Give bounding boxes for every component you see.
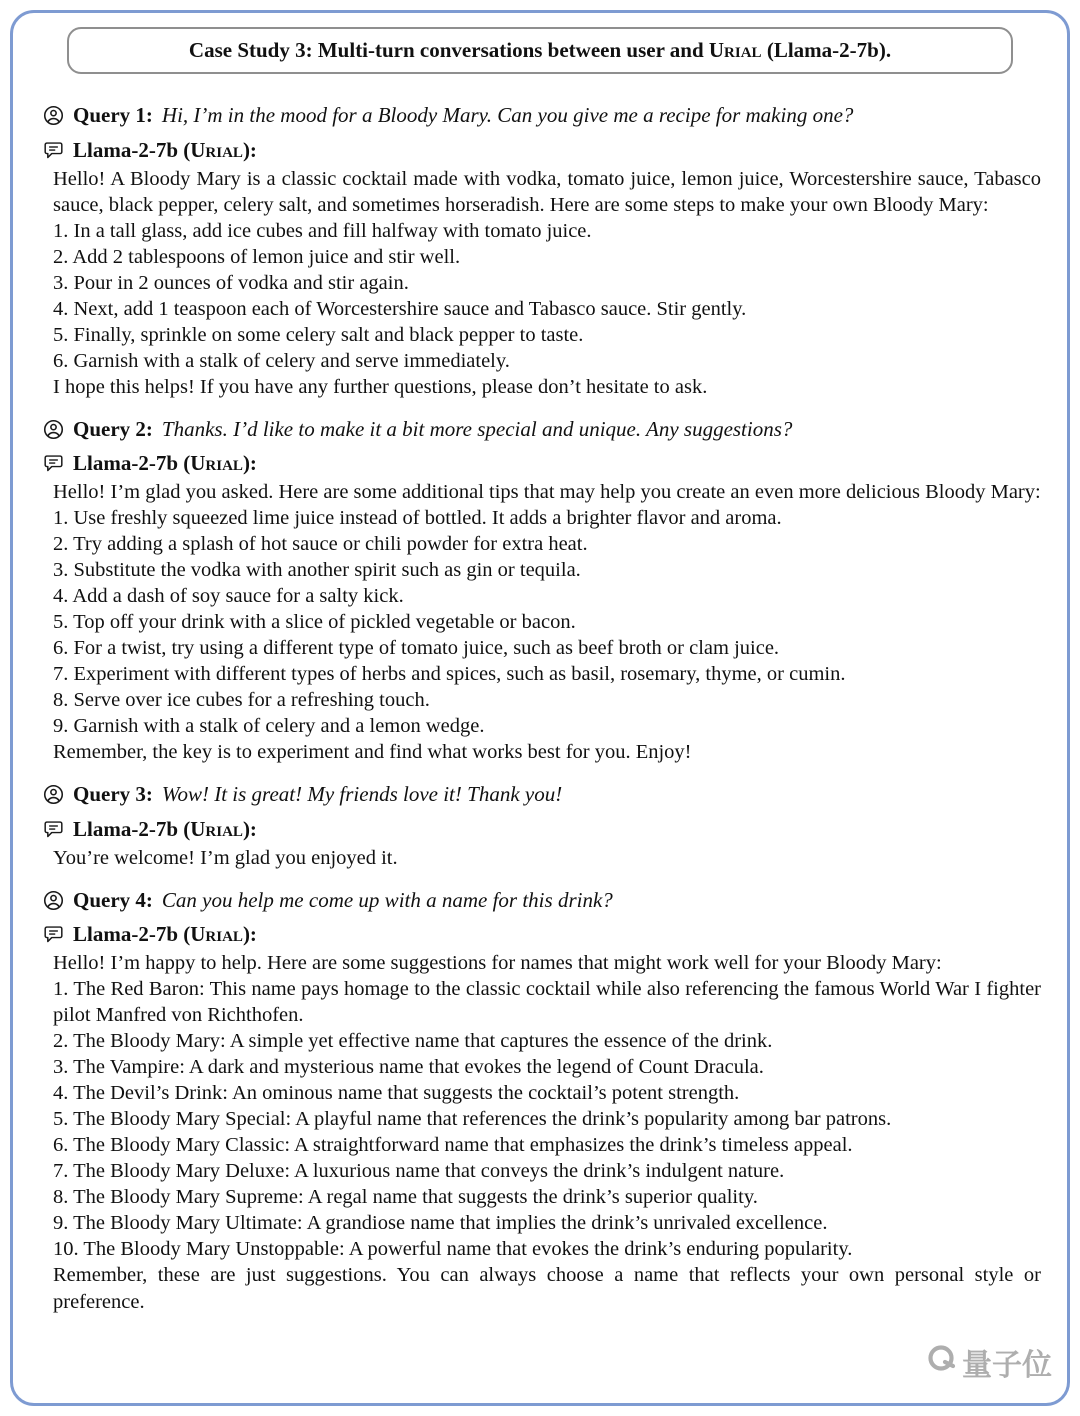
assistant-label-suffix: ): [242, 817, 257, 842]
response-paragraph: I hope this helps! If you have any further questions, please don’t hesitate to ask. [53, 375, 708, 398]
response-paragraph: Remember, the key is to experiment and find what works best for you. Enjoy! [53, 741, 692, 764]
assistant-response [53, 479, 1041, 765]
response-paragraph: 2. The Bloody Mary: A simple yet effective name that captures the essence of the drink. [53, 1030, 773, 1053]
assistant-label-suffix: ): [242, 451, 257, 476]
user-icon [43, 419, 64, 440]
query-text: Wow! It is great! My friends love it! Thank you! [161, 782, 563, 807]
assistant-label-smallcaps: Urial [190, 817, 243, 842]
response-paragraph: 3. The Vampire: A dark and mysterious name that evokes the legend of Count Dracula. [53, 1056, 764, 1079]
query-row [43, 416, 1041, 443]
response-paragraph: 2. Add 2 tablespoons of lemon juice and stir well. [53, 245, 461, 268]
assistant-label [73, 450, 257, 477]
assistant-label-prefix: Llama-2-7b ( [73, 817, 191, 842]
assistant-label-prefix: Llama-2-7b ( [73, 137, 191, 162]
chat-bubble-icon [43, 924, 64, 945]
response-paragraph: 6. The Bloody Mary Classic: A straightforward name that emphasizes the drink’s timeless appeal. [53, 1134, 853, 1157]
assistant-response [53, 166, 1041, 400]
assistant-response [53, 950, 1041, 1314]
response-paragraph: 7. Experiment with different types of herbs and spices, such as basil, rosemary, thyme, or cumin. [53, 663, 846, 686]
user-icon [43, 105, 64, 126]
response-paragraph: 6. Garnish with a stalk of celery and serve immediately. [53, 349, 510, 372]
response-paragraph: 6. For a twist, try using a different type of tomato juice, such as beef broth or clam juice. [53, 637, 780, 660]
chat-bubble-icon [43, 140, 64, 161]
chat-bubble-icon [43, 453, 64, 474]
response-paragraph: 5. Top off your drink with a slice of pickled vegetable or bacon. [53, 611, 576, 634]
query-label: Query 1: [73, 103, 153, 128]
query-row [43, 887, 1041, 914]
case-study-title [67, 27, 1013, 74]
query-text: Can you help me come up with a name for this drink? [161, 887, 613, 912]
assistant-label-prefix: Llama-2-7b ( [73, 451, 191, 476]
title-suffix: (Llama-2-7b). [761, 38, 892, 62]
query-label: Query 3: [73, 782, 153, 807]
query-text: Hi, I’m in the mood for a Bloody Mary. Can you give me a recipe for making one? [161, 103, 854, 128]
response-paragraph: 8. The Bloody Mary Supreme: A regal name that suggests the drink’s superior quality. [53, 1186, 758, 1209]
response-paragraph: 1. In a tall glass, add ice cubes and fill halfway with tomato juice. [53, 219, 592, 242]
query-text: Thanks. I’d like to make it a bit more special and unique. Any suggestions? [161, 416, 793, 441]
title-smallcaps: Urial [708, 38, 762, 62]
response-paragraph: 1. Use freshly squeezed lime juice instead of bottled. It adds a brighter flavor and aroma. [53, 507, 782, 530]
assistant-label-suffix: ): [242, 137, 257, 162]
response-paragraph: 10. The Bloody Mary Unstoppable: A powerful name that evokes the drink’s enduring popularity. [53, 1238, 853, 1261]
response-paragraph: 3. Substitute the vodka with another spirit such as gin or tequila. [53, 559, 581, 582]
response-paragraph: 4. Add a dash of soy sauce for a salty kick. [53, 585, 404, 608]
response-paragraph: 5. Finally, sprinkle on some celery salt and black pepper to taste. [53, 323, 584, 346]
watermark-text: 量子位 [962, 1348, 1052, 1383]
assistant-label-smallcaps: Urial [190, 451, 243, 476]
response-paragraph: 2. Try adding a splash of hot sauce or chili powder for extra heat. [53, 533, 588, 556]
assistant-label-row [43, 137, 1041, 164]
assistant-label-row [43, 816, 1041, 843]
query-row [43, 102, 1041, 129]
case-study-figure [10, 10, 1070, 1406]
response-paragraph: Hello! A Bloody Mary is a classic cocktail made with vodka, tomato juice, lemon juice, Worcestershire sauce, Tabasco sauce, black pepper, celery salt, and sometimes horseradish. Here are some steps to make your own Bloody Mary: [53, 167, 1041, 216]
response-paragraph: 3. Pour in 2 ounces of vodka and stir again. [53, 271, 409, 294]
query-label: Query 2: [73, 416, 153, 441]
chat-bubble-icon [43, 819, 64, 840]
assistant-response [53, 845, 1041, 871]
response-paragraph: Hello! I’m happy to help. Here are some suggestions for names that might work well for your Bloody Mary: [53, 952, 942, 975]
response-paragraph: 8. Serve over ice cubes for a refreshing touch. [53, 689, 430, 712]
response-paragraph: 4. Next, add 1 teaspoon each of Worcestershire sauce and Tabasco sauce. Stir gently. [53, 297, 747, 320]
assistant-label-smallcaps: Urial [190, 922, 243, 947]
assistant-label-suffix: ): [242, 922, 257, 947]
assistant-label [73, 816, 257, 843]
response-paragraph: You’re welcome! I’m glad you enjoyed it. [53, 846, 398, 869]
response-paragraph: 5. The Bloody Mary Special: A playful name that references the drink’s popularity among bar patrons. [53, 1108, 892, 1131]
conversation [13, 74, 1067, 1314]
title-prefix: Case Study 3: Multi-turn conversations between user and [188, 38, 709, 62]
assistant-label-prefix: Llama-2-7b ( [73, 922, 191, 947]
assistant-label-row [43, 921, 1041, 948]
user-icon [43, 890, 64, 911]
response-paragraph: Hello! I’m glad you asked. Here are some additional tips that may help you create an even more delicious Bloody Mary: [53, 481, 1041, 504]
assistant-label [73, 137, 257, 164]
query-label: Query 4: [73, 887, 153, 912]
assistant-label-row [43, 450, 1041, 477]
response-paragraph: Remember, these are just suggestions. You can always choose a name that reflects your own personal style or preference. [53, 1264, 1041, 1313]
user-icon [43, 784, 64, 805]
assistant-label-smallcaps: Urial [190, 137, 243, 162]
response-paragraph: 9. Garnish with a stalk of celery and a lemon wedge. [53, 715, 485, 738]
response-paragraph: 7. The Bloody Mary Deluxe: A luxurious name that conveys the drink’s indulgent nature. [53, 1160, 785, 1183]
assistant-label [73, 921, 257, 948]
response-paragraph: 1. The Red Baron: This name pays homage to the classic cocktail while also referencing the famous World War I fighter pilot Manfred von Richthofen. [53, 978, 1041, 1027]
response-paragraph: 4. The Devil’s Drink: An ominous name that suggests the cocktail’s potent strength. [53, 1082, 740, 1105]
response-paragraph: 9. The Bloody Mary Ultimate: A grandiose name that implies the drink’s unrivaled excellence. [53, 1212, 828, 1235]
query-row [43, 781, 1041, 808]
